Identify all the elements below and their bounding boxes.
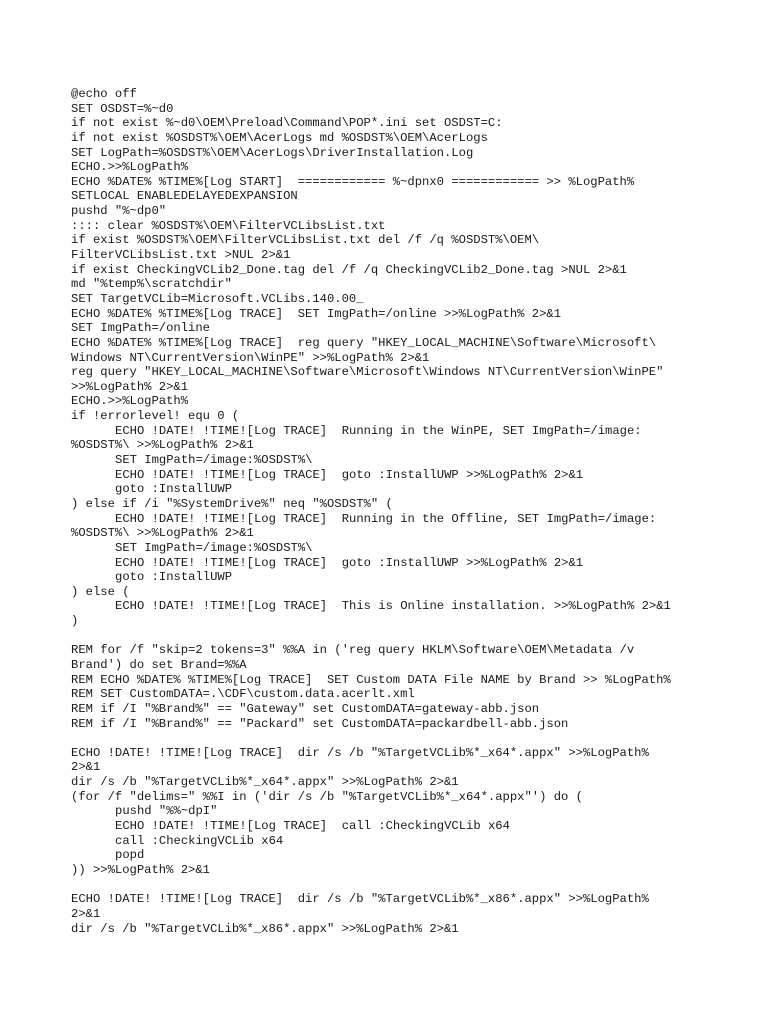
code-line: 2>&1 [71, 906, 101, 921]
code-line: ECHO !DATE! !TIME![Log TRACE] dir /s /b "%TargetVCLib%*_x64*.appx" >>%LogPath% [71, 745, 649, 760]
code-line: %OSDST%\ >>%LogPath% 2>&1 [71, 526, 254, 541]
code-line: ECHO !DATE! !TIME![Log TRACE] goto :InstallUWP >>%LogPath% 2>&1 [115, 467, 584, 482]
code-line: ECHO %DATE% %TIME%[Log TRACE] reg query "HKEY_LOCAL_MACHINE\Software\Microsoft\ [71, 335, 657, 350]
code-line: if not exist %OSDST%\OEM\AcerLogs md %OSDST%\OEM\AcerLogs [71, 130, 488, 145]
code-line: goto :InstallUWP [115, 482, 233, 497]
code-line: pushd "%%~dpI" [115, 804, 218, 819]
code-line: ECHO %DATE% %TIME%[Log START] ============ %~dpnx0 ============ >> %LogPath% [71, 174, 635, 189]
code-line: REM if /I "%Brand%" == "Gateway" set CustomDATA=gateway-abb.json [71, 701, 540, 716]
code-line: dir /s /b "%TargetVCLib%*_x86*.appx" >>%LogPath% 2>&1 [71, 921, 459, 936]
code-line: SET TargetVCLib=Microsoft.VCLibs.140.00_ [71, 291, 364, 306]
code-line: @echo off [71, 87, 137, 101]
code-line: SET LogPath=%OSDST%\OEM\AcerLogs\DriverInstallation.Log [71, 145, 474, 160]
code-line: ECHO %DATE% %TIME%[Log TRACE] SET ImgPath=/online >>%LogPath% 2>&1 [71, 306, 562, 321]
code-line: pushd "%~dp0" [71, 204, 167, 219]
code-line: FilterVCLibsList.txt >NUL 2>&1 [71, 248, 291, 263]
code-line: ) [71, 614, 79, 629]
code-line: dir /s /b "%TargetVCLib%*_x64*.appx" >>%LogPath% 2>&1 [71, 775, 459, 790]
code-line: ECHO.>>%LogPath% [71, 394, 189, 409]
code-line: popd [115, 848, 145, 863]
code-line: SET ImgPath=/online [71, 321, 210, 336]
code-line: REM ECHO %DATE% %TIME%[Log TRACE] SET Custom DATA File NAME by Brand >> %LogPath% [71, 672, 671, 687]
code-line: reg query "HKEY_LOCAL_MACHINE\Software\Microsoft\Windows NT\CurrentVersion\WinPE" [71, 365, 664, 380]
code-line: :::: clear %OSDST%\OEM\FilterVCLibsList.txt [71, 218, 386, 233]
code-line: goto :InstallUWP [115, 570, 233, 585]
code-line: SET ImgPath=/image:%OSDST%\ [115, 540, 313, 555]
code-line: ECHO !DATE! !TIME![Log TRACE] call :CheckingVCLib x64 [115, 819, 510, 834]
batch-script-listing [71, 87, 751, 936]
code-line: REM SET CustomDATA=.\CDF\custom.data.acerlt.xml [71, 687, 415, 702]
code-line: call :CheckingVCLib x64 [115, 833, 284, 848]
code-line: md "%temp%\scratchdir" [71, 277, 232, 292]
code-line: if exist %OSDST%\OEM\FilterVCLibsList.txt del /f /q %OSDST%\OEM\ [71, 233, 540, 248]
code-line: ECHO !DATE! !TIME![Log TRACE] Running in the WinPE, SET ImgPath=/image: [115, 423, 642, 438]
code-line: >>%LogPath% 2>&1 [71, 379, 189, 394]
code-line: Brand') do set Brand=%%A [71, 657, 247, 672]
blank-line [71, 731, 751, 746]
blank-line [71, 629, 751, 644]
blank-line [71, 878, 751, 893]
code-line: SETLOCAL ENABLEDELAYEDEXPANSION [71, 189, 298, 204]
code-line: ) else if /i "%SystemDrive%" neq "%OSDST%" ( [71, 496, 393, 511]
code-line: Windows NT\CurrentVersion\WinPE" >>%LogPath% 2>&1 [71, 350, 430, 365]
code-line: SET OSDST=%~d0 [71, 101, 174, 116]
code-line: ECHO.>>%LogPath% [71, 160, 189, 175]
code-line: ECHO !DATE! !TIME![Log TRACE] dir /s /b "%TargetVCLib%*_x86*.appx" >>%LogPath% [71, 892, 649, 907]
code-line: REM if /I "%Brand%" == "Packard" set CustomDATA=packardbell-abb.json [71, 716, 569, 731]
code-line: if !errorlevel! equ 0 ( [71, 409, 240, 424]
code-line: ECHO !DATE! !TIME![Log TRACE] goto :InstallUWP >>%LogPath% 2>&1 [115, 555, 584, 570]
code-line: %OSDST%\ >>%LogPath% 2>&1 [71, 438, 254, 453]
code-line: if exist CheckingVCLib2_Done.tag del /f /q CheckingVCLib2_Done.tag >NUL 2>&1 [71, 262, 627, 277]
code-line: REM for /f "skip=2 tokens=3" %%A in ('reg query HKLM\Software\OEM\Metadata /v [71, 643, 635, 658]
code-line: (for /f "delims=" %%I in ('dir /s /b "%TargetVCLib%*_x64*.appx"') do ( [71, 789, 583, 804]
code-line: )) >>%LogPath% 2>&1 [71, 862, 210, 877]
code-line: ) else ( [71, 584, 130, 599]
code-line: 2>&1 [71, 760, 101, 775]
code-line: if not exist %~d0\OEM\Preload\Command\POP*.ini set OSDST=C: [71, 116, 503, 131]
code-line: SET ImgPath=/image:%OSDST%\ [115, 453, 313, 468]
code-line: ECHO !DATE! !TIME![Log TRACE] This is Online installation. >>%LogPath% 2>&1 [115, 599, 671, 614]
code-line: ECHO !DATE! !TIME![Log TRACE] Running in the Offline, SET ImgPath=/image: [115, 511, 657, 526]
